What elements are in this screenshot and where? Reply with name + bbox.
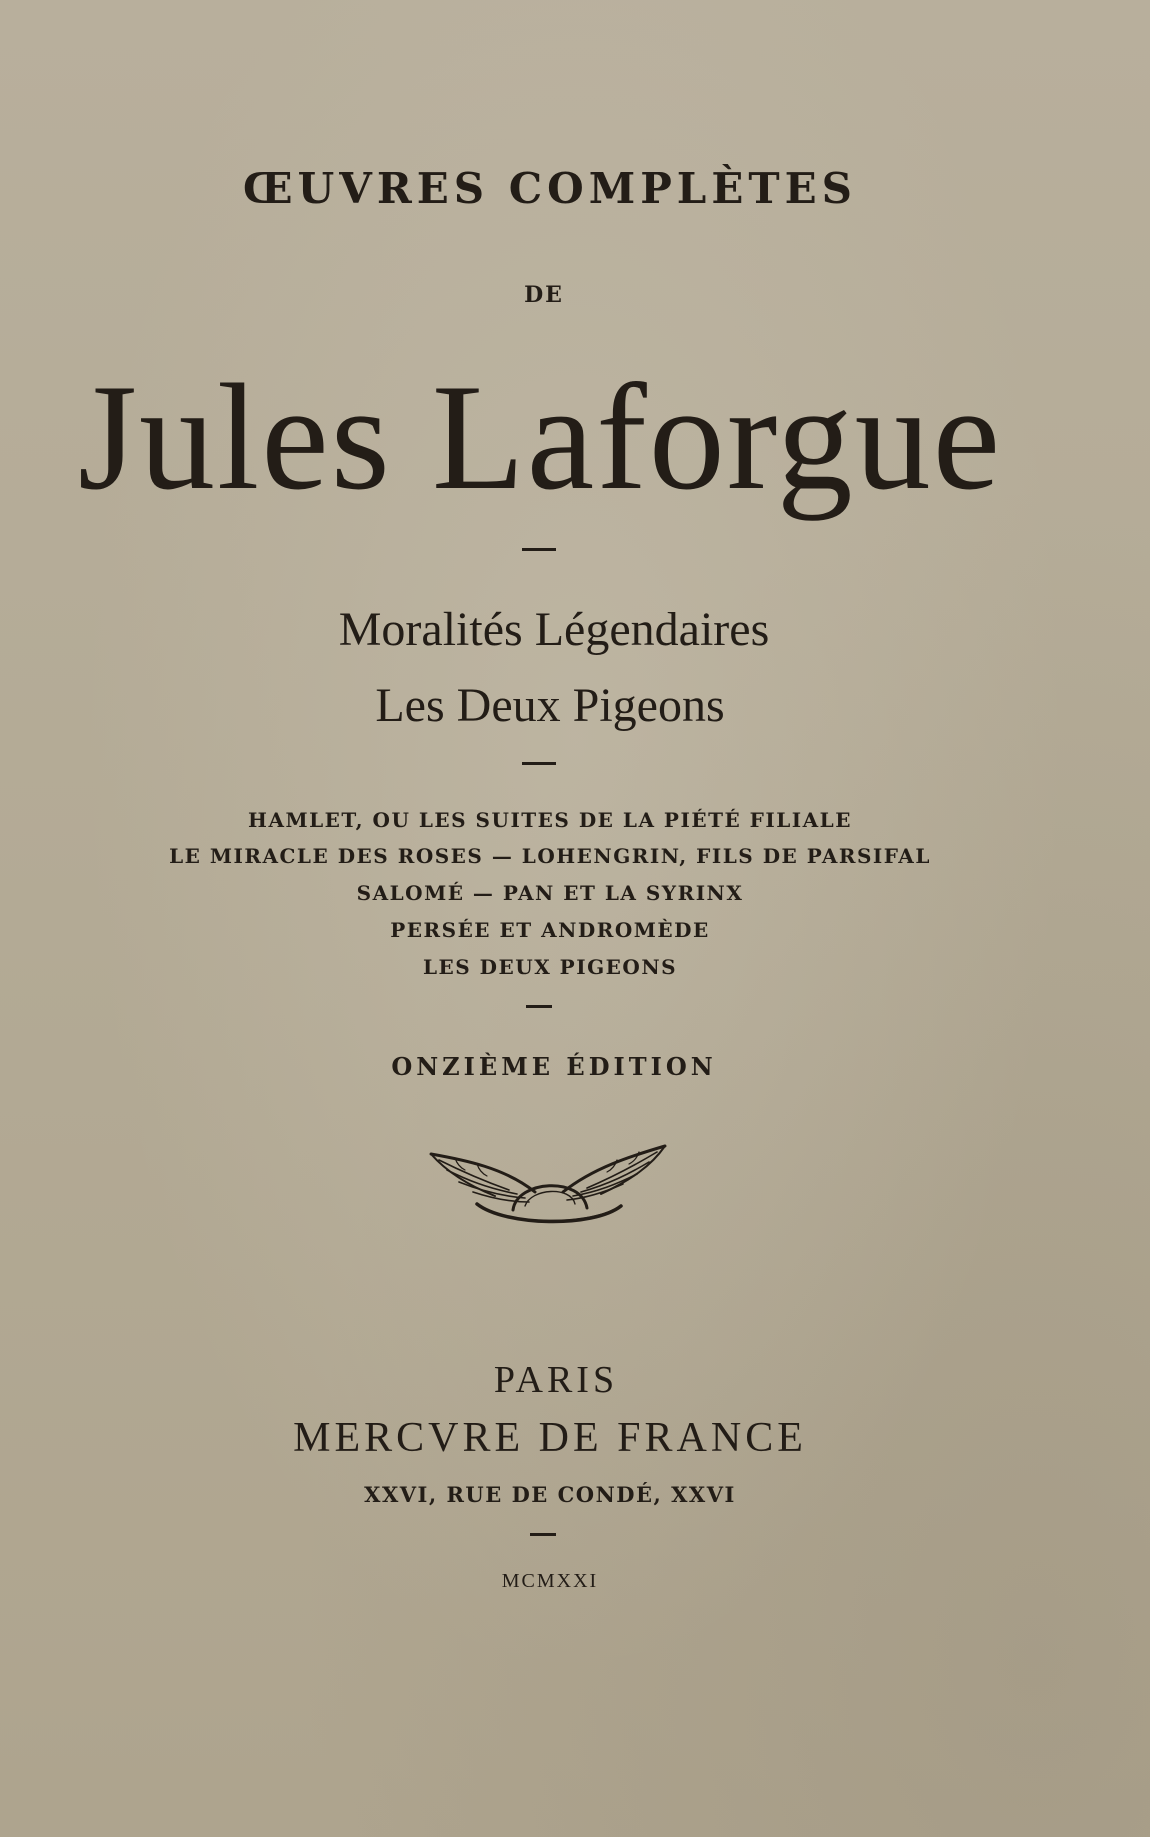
contents-line: SALOMÉ — PAN ET LA SYRINX (356, 881, 744, 905)
contents-line: LE MIRACLE DES ROSES — LOHENGRIN, FILS DE PARSIFAL (169, 844, 931, 868)
contents-line: HAMLET, OU LES SUITES DE LA PIÉTÉ FILIALE (248, 808, 852, 832)
author-name: Jules Laforgue (77, 353, 1003, 521)
preposition-de: DE (524, 282, 564, 308)
imprint-address: XXVI, RUE DE CONDÉ, XXVI (364, 1482, 736, 1507)
winged-helmet-icon (425, 1140, 670, 1230)
divider-dash (526, 1005, 552, 1008)
subtitle-line: Moralités Légendaires (338, 603, 770, 656)
divider-dash (530, 1533, 556, 1536)
subtitle-line: Les Deux Pigeons (375, 679, 725, 732)
contents-line: LES DEUX PIGEONS (422, 955, 678, 979)
series-heading: ŒUVRES COMPLÈTES (243, 164, 857, 213)
imprint-city: PARIS (493, 1359, 619, 1401)
divider-dash (522, 548, 556, 551)
imprint-publisher: MERCVRE DE FRANCE (293, 1415, 807, 1461)
contents-line: PERSÉE ET ANDROMÈDE (390, 918, 710, 942)
imprint-year: MCMXXI (501, 1570, 599, 1592)
divider-dash (522, 762, 556, 765)
edition-line: ONZIÈME ÉDITION (391, 1052, 717, 1081)
